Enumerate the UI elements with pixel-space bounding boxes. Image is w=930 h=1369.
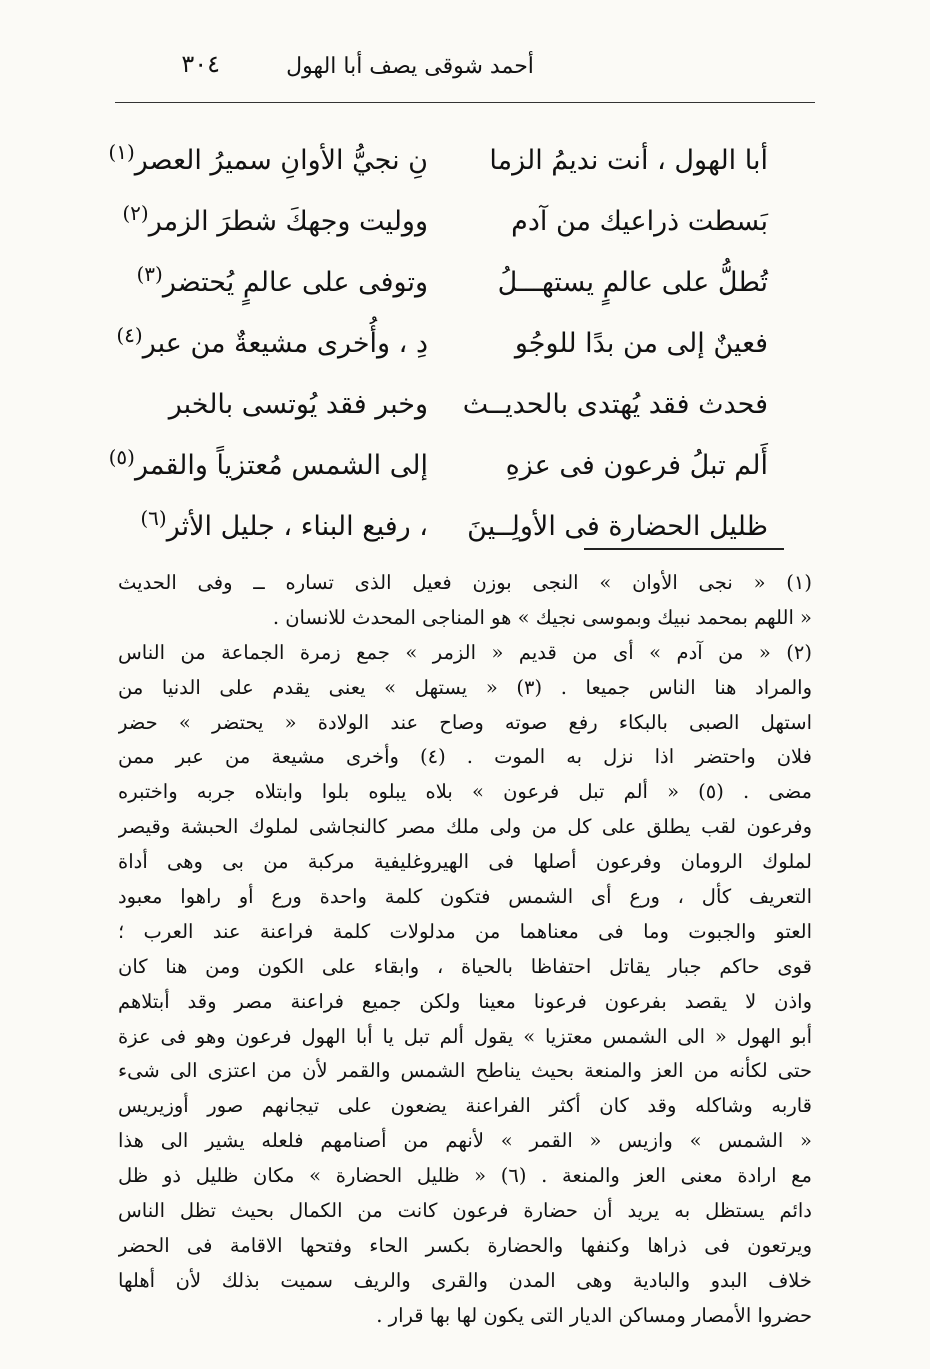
footnote-marker: (٤) (116, 323, 143, 347)
verse-line (108, 435, 768, 496)
verse-second-text: وخبر فقد يُوتسى بالخبر (168, 389, 428, 420)
footnote-line: واذن لا يقصد بفرعون فرعونا معينا ولكن جميع فراعنة مصر وقد أبتلاهم (118, 989, 812, 1013)
footnote-line: « الشمس » وازيس « القمر » لأنهم من أصنامهم فلعله يشير الى هذا (118, 1129, 812, 1153)
footnote-marker: (١) (108, 140, 135, 164)
footnote-line: فلان واحتضر اذا نزل به الموت . (٤) وأخرى مشيعة من عبر ممن (118, 745, 812, 769)
footnote-marker: (٥) (108, 445, 135, 469)
footnote-line: أبو الهول « الى الشمس معتزيا » يقول ألم تبل يا أبا الهول فرعون وهو فى عزة (118, 1024, 812, 1048)
footnote-line: والمراد هنا الناس جميعا . (٣) « يستهل » يعنى يقدم على الدنيا من (118, 675, 812, 699)
verse-second-hemistich (108, 313, 428, 374)
verse-first-hemistich: فحدث فقد يُهتدى بالحديــث (462, 389, 768, 420)
footnote-line: (٢) « من آدم » أى من قديم « الزمر » جمع زمرة الجماعة من الناس (118, 640, 812, 664)
verse-second-text: وتوفى على عالمٍ يُحتضر (162, 267, 428, 298)
verse-second-hemistich (108, 252, 428, 313)
footnote-line: التعريف كأل ، ورع أى الشمس فتكون كلمة واحدة ورع أو راهوا معبود (118, 885, 812, 909)
footnote-line: استهل الصبى بالبكاء رفع صوته وصاح عند الولادة « يحتضر » حضر (118, 710, 812, 734)
verse-second-hemistich (108, 435, 428, 496)
footnote-line: ويرتعون فى ذراها وكنفها والحضارة بكسر الحاء وفتحها الاقامة فى الحضر (118, 1233, 812, 1257)
verse-second-text: ووليت وجهكَ شطرَ الزمر (148, 206, 428, 237)
footnote-line: لملوك الرومان وفرعون أصلها فى الهيروغليفية مركبة من بى وهى أداة (118, 850, 812, 874)
verse-second-hemistich (108, 191, 428, 252)
footnote-line: حضروا الأمصار ومساكن الديار التى يكون لها بها قرار . (376, 1303, 812, 1327)
footnote-line: العتو والجبوت وما فى معناهما من مدلولات كلمة فراعنة عند العرب ؛ (118, 919, 812, 943)
footnotes (118, 566, 812, 1334)
verse-line (108, 313, 768, 374)
running-title: أحمد شوقى يصف أبا الهول (286, 54, 534, 79)
footnote-line: قاربه وشاكله وقد كان أكثر الفراعنة يضعون على تيجانهم صور أوزيريس (118, 1094, 812, 1118)
footnote-marker: (٢) (122, 201, 149, 225)
verse-line (108, 252, 768, 313)
footnote-line: حتى لكأنه من العز والمنعة بحيث يناطح الشمس والقمر لأن من اعتزى الى شىء (118, 1059, 812, 1083)
header-divider (115, 102, 815, 103)
footnote-line: خلاف البدو والبادية وهى المدن والقرى والريف سميت بذلك لأن أهلها (118, 1268, 812, 1292)
footnote-line: قوى حاكم جبار يقاتل احتفاظا بالحياة ، وابقاء على الكون ومن هنا كان (118, 954, 812, 978)
footnote-divider (584, 548, 784, 550)
verse-line (108, 191, 768, 252)
footnote-marker: (٦) (140, 506, 167, 530)
verse-line (108, 374, 768, 435)
page-number: ٣٠٤ (181, 50, 220, 78)
verse-first-hemistich: أبا الهول ، أنت نديمُ الزما (489, 145, 768, 176)
verse-second-text: إلى الشمس مُعتزياً والقمر (134, 450, 428, 481)
footnote-line: مضى . (٥) « ألم تبل فرعون » بلاه يبلوه بلوا وابتلاه جربه واختبره (118, 780, 812, 804)
verse-line (108, 130, 768, 191)
footnote-line: دائم يستظل به يريد أن حضارة فرعون كانت من الكمال بحيث تظل الناس (118, 1199, 812, 1223)
verse-second-text: نِ نجيُّ الأوانِ سميرُ العصر (134, 145, 428, 176)
verse-first-hemistich: ظليل الحضارة فى الأولِــينَ (467, 511, 768, 542)
footnote-line: وفرعون لقب يطلق على كل من ولى ملك مصر كالنجاشى لملوك الحبشة وقيصر (118, 815, 812, 839)
verse-second-text: ، رفيع البناء ، جليل الأثر (166, 511, 428, 542)
footnote-line: مع ارادة معنى العز والمنعة . (٦) « ظليل الحضارة » مكان ظليل ذو ظل (118, 1164, 812, 1188)
verse-second-hemistich (108, 374, 428, 435)
verse-first-hemistich: فعينٌ إلى من بدًا للوجُو (514, 328, 768, 359)
verse-second-text: دِ ، وأُخرى مشيعةٌ من عبر (142, 328, 428, 359)
footnote-line: (١) « نجى الأوان » النجى بوزن فعيل الذى تساره ــ وفى الحديث (118, 571, 812, 594)
verse-first-hemistich: بَسطت ذراعيك من آدم (511, 206, 768, 237)
verse-first-hemistich: أَلم تبلُ فرعون فى عزهِ (505, 450, 768, 481)
verse-second-hemistich (108, 496, 428, 557)
footnote-line: « اللهم بمحمد نبيك وبموسى نجيك » هو المناجى المحدث للانسان . (272, 605, 812, 629)
poem-verses (108, 130, 768, 557)
footnote-marker: (٣) (136, 262, 163, 286)
verse-second-hemistich (108, 130, 428, 191)
verse-first-hemistich: تُطلُّ على عالمٍ يستهـــلُ (497, 267, 768, 298)
